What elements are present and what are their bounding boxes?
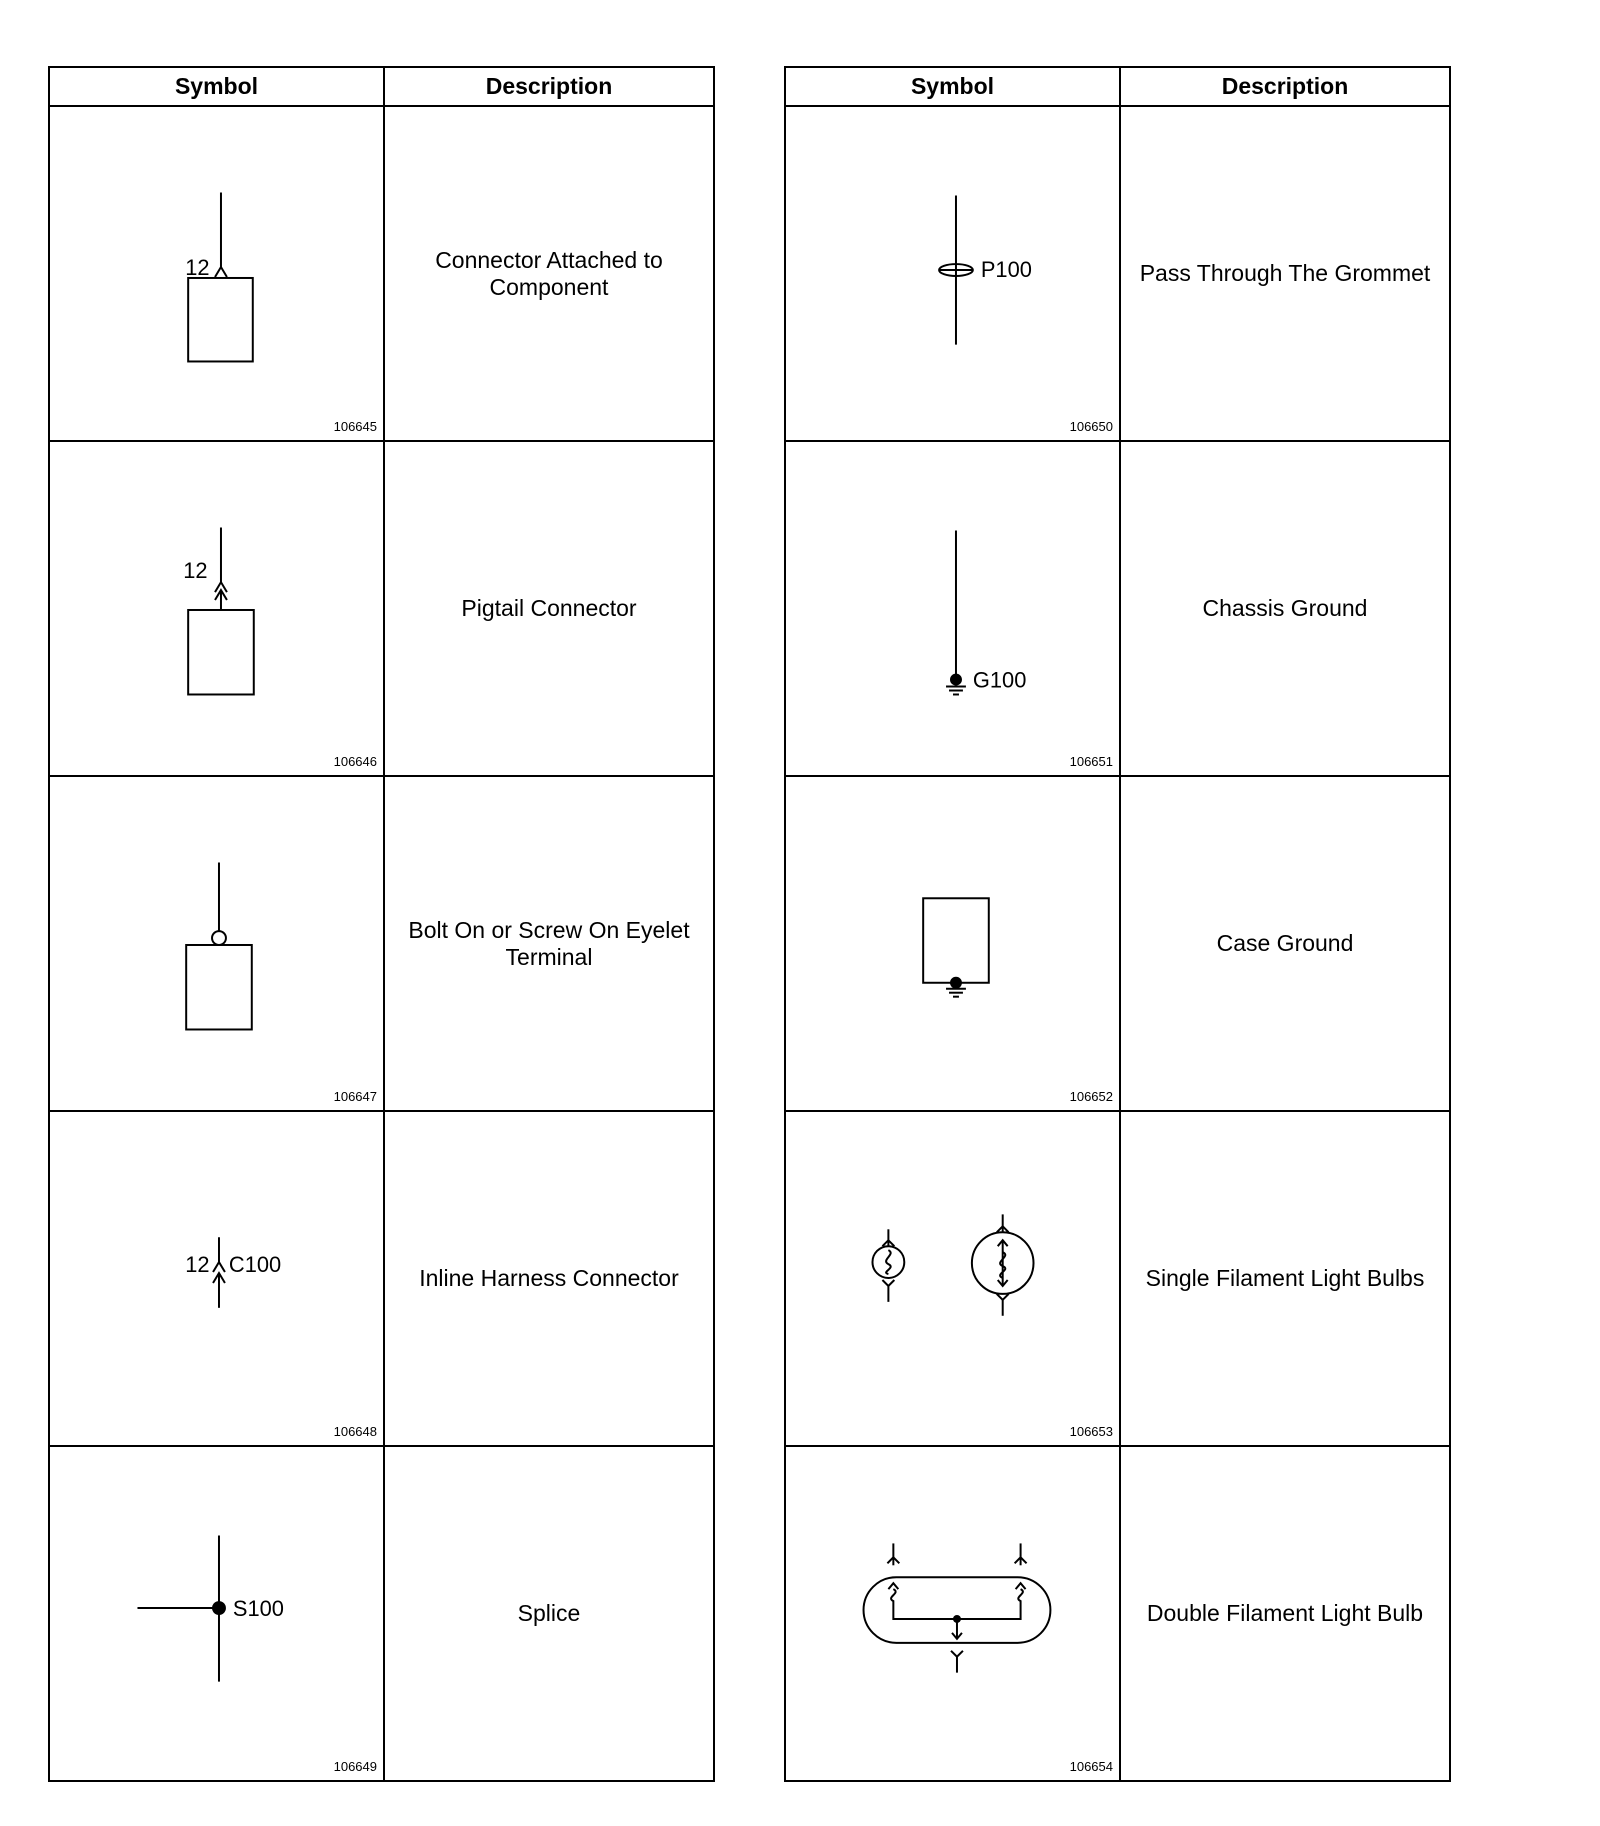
connector-attached-symbol [50, 107, 383, 440]
description-cell: Pigtail Connector [384, 441, 714, 776]
connector-pin-label: 12 [183, 558, 208, 584]
figure-ref-number: 106645 [333, 419, 377, 434]
figure-ref-number: 106653 [1069, 1424, 1113, 1439]
description-cell: Single Filament Light Bulbs [1120, 1111, 1450, 1446]
inline-harness-connector-symbol [50, 1112, 383, 1445]
right-symbol-table [784, 66, 1451, 1782]
table-row [49, 441, 714, 776]
description-cell: Inline Harness Connector [384, 1111, 714, 1446]
symbol-cell [785, 1111, 1120, 1446]
symbol-cell [49, 1446, 384, 1781]
table-row [785, 776, 1450, 1111]
double-filament-bulb-symbol [786, 1447, 1119, 1780]
description-column-header: Description [384, 67, 714, 106]
description-cell: Connector Attached to Component [384, 106, 714, 441]
figure-ref-number: 106652 [1069, 1089, 1113, 1104]
table-row [785, 106, 1450, 441]
connector-id-label: C100 [228, 1252, 282, 1278]
table-header-row [49, 67, 714, 106]
splice-symbol [50, 1447, 383, 1780]
table-row [49, 1111, 714, 1446]
table-row [49, 106, 714, 441]
description-cell: Double Filament Light Bulb [1120, 1446, 1450, 1781]
figure-ref-number: 106647 [333, 1089, 377, 1104]
symbol-column-header: Symbol [785, 67, 1120, 106]
grommet-id-label: P100 [980, 256, 1032, 282]
case-ground-symbol [786, 777, 1119, 1110]
splice-id-label: S100 [232, 1595, 284, 1621]
eyelet-terminal-symbol [50, 777, 383, 1110]
symbol-column-header: Symbol [49, 67, 384, 106]
table-row [49, 1446, 714, 1781]
connector-pin-label: 12 [185, 1252, 210, 1278]
grommet-symbol [786, 107, 1119, 440]
symbol-cell [785, 441, 1120, 776]
description-cell: Splice [384, 1446, 714, 1781]
figure-ref-number: 106651 [1069, 754, 1113, 769]
symbol-cell [49, 776, 384, 1111]
ground-id-label: G100 [972, 667, 1027, 693]
symbol-cell [785, 1446, 1120, 1781]
symbol-cell [49, 106, 384, 441]
table-row [785, 1111, 1450, 1446]
symbol-cell [785, 776, 1120, 1111]
connector-pin-label: 12 [185, 254, 210, 280]
figure-ref-number: 106649 [333, 1759, 377, 1774]
symbol-cell [49, 441, 384, 776]
pigtail-connector-symbol [50, 442, 383, 775]
table-row [49, 776, 714, 1111]
chassis-ground-symbol [786, 442, 1119, 775]
table-header-row [785, 67, 1450, 106]
table-row [785, 441, 1450, 776]
symbol-cell [785, 106, 1120, 441]
figure-ref-number: 106648 [333, 1424, 377, 1439]
description-column-header: Description [1120, 67, 1450, 106]
left-symbol-table [48, 66, 715, 1782]
single-filament-bulb-symbol [786, 1112, 1119, 1445]
description-cell: Bolt On or Screw On Eyelet Terminal [384, 776, 714, 1111]
description-cell: Pass Through The Grommet [1120, 106, 1450, 441]
description-cell: Case Ground [1120, 776, 1450, 1111]
figure-ref-number: 106654 [1069, 1759, 1113, 1774]
figure-ref-number: 106646 [333, 754, 377, 769]
symbol-cell [49, 1111, 384, 1446]
table-row [785, 1446, 1450, 1781]
description-cell: Chassis Ground [1120, 441, 1450, 776]
figure-ref-number: 106650 [1069, 419, 1113, 434]
